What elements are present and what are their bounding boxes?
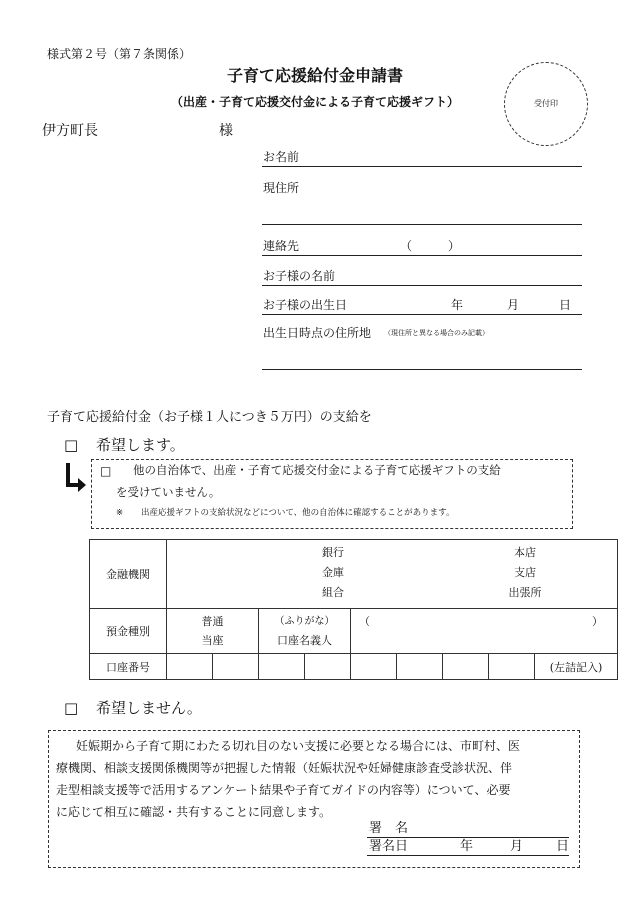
deposit-type-label: 預金種別 [90, 609, 167, 654]
addressee: 伊方町長 [42, 123, 98, 139]
birth-day-label: 日 [559, 298, 572, 312]
account-digit-2[interactable] [213, 654, 259, 680]
account-digit-8[interactable] [489, 654, 535, 680]
child-name-field[interactable] [262, 285, 582, 286]
furigana-open-paren: （ [359, 615, 370, 628]
not-received-text-2: を受けていません。 [116, 485, 221, 499]
not-want-checkbox[interactable]: □ [64, 699, 79, 717]
account-number-label: 口座番号 [90, 654, 167, 680]
left-align-note: (左詰記入) [535, 654, 618, 680]
consent-text-1: 妊娠期から子育て期にわたる切れ目のない支援に必要となる場合には、市町村、医 [76, 739, 521, 753]
furigana-close-paren: ） [592, 615, 604, 628]
not-received-checkbox[interactable]: □ [100, 464, 112, 478]
signature-date-field[interactable] [367, 855, 569, 856]
contact-area-code: （ ） [400, 239, 461, 253]
consent-text-4: に応じて相互に確認・共有することに同意します。 [56, 805, 332, 819]
signature-date-label: 署名日 [369, 839, 409, 854]
page-title: 子育て応援給付金申請書 [226, 66, 403, 85]
signature-field[interactable] [367, 837, 569, 838]
payment-intro: 子育て応援給付金（お子様１人につき５万円）の支給を [47, 410, 372, 425]
contact-field[interactable] [262, 255, 582, 256]
consent-text-3: 走型相談支援等で活用するアンケート結果や子育てガイドの内容等）について、必要 [56, 783, 511, 797]
note-mark: ※ [116, 508, 124, 518]
account-digit-1[interactable] [167, 654, 213, 680]
branch-type-office: 出張所 [508, 586, 542, 599]
form-number: 様式第２号（第７条関係） [47, 47, 192, 61]
account-digit-5[interactable] [351, 654, 397, 680]
child-name-label: お子様の名前 [263, 269, 336, 283]
furigana-label: （ふりがな） [274, 616, 335, 627]
institution-cell[interactable] [167, 540, 618, 609]
address-label: 現住所 [263, 181, 300, 195]
holder-label: 口座名義人 [277, 634, 332, 647]
branch-type-head: 本店 [514, 546, 536, 559]
account-digit-6[interactable] [397, 654, 443, 680]
account-digit-3[interactable] [259, 654, 305, 680]
note-text: 出産応援ギフトの支給状況などについて、他の自治体に確認することがあります。 [141, 508, 455, 518]
birth-year-label: 年 [451, 298, 464, 312]
birth-month-label: 月 [507, 298, 520, 312]
name-label: お名前 [263, 150, 300, 164]
holder-name-cell[interactable] [351, 609, 618, 654]
deposit-type-cell[interactable] [167, 609, 259, 654]
institution-label: 金融機関 [90, 540, 167, 609]
birth-address-label: 出生日時点の住所地 [263, 326, 372, 340]
bank-type-list [313, 543, 353, 603]
want-checkbox[interactable]: □ [64, 436, 79, 454]
bank-type-shinkin: 金庫 [322, 566, 344, 579]
not-want-label: 希望しません。 [96, 699, 202, 717]
birth-address-note: （現住所と異なる場合のみ記載） [384, 329, 489, 337]
signature-label: 署 名 [369, 821, 409, 836]
contact-label: 連絡先 [263, 239, 300, 253]
signature-year-label: 年 [460, 839, 474, 854]
account-digit-7[interactable] [443, 654, 489, 680]
consent-text-2: 療機関、相談支援関係機関等が把握した情報（妊娠状況や妊婦健康診査受診状況、伴 [56, 761, 513, 775]
arrow-down-right-icon [64, 463, 88, 495]
address-field[interactable] [262, 224, 582, 225]
name-field[interactable] [262, 166, 582, 167]
signature-month-label: 月 [510, 839, 524, 854]
bank-type-union: 組合 [322, 586, 344, 599]
signature-day-label: 日 [556, 839, 570, 854]
child-birth-label: お子様の出生日 [263, 298, 348, 312]
birth-address-field[interactable] [262, 369, 582, 370]
page-subtitle: （出産・子育て応援交付金による子育て応援ギフト） [170, 95, 459, 109]
want-label: 希望します。 [96, 436, 185, 454]
child-birth-field[interactable] [262, 314, 582, 315]
deposit-type-current: 当座 [201, 634, 224, 647]
bank-account-table [89, 539, 618, 680]
reception-seal-label: 受付印 [534, 99, 558, 108]
branch-type-branch: 支店 [514, 566, 536, 579]
bank-type-bank: 銀行 [322, 546, 344, 559]
not-received-text-1: 他の自治体で、出産・子育て応援交付金による子育て応援ギフトの支給 [133, 463, 501, 477]
reception-seal [504, 62, 588, 146]
addressee-honorific: 様 [219, 123, 233, 139]
holder-label-cell [259, 609, 351, 654]
branch-type-list [501, 543, 549, 603]
deposit-type-ordinary: 普通 [201, 615, 224, 628]
account-digit-4[interactable] [305, 654, 351, 680]
